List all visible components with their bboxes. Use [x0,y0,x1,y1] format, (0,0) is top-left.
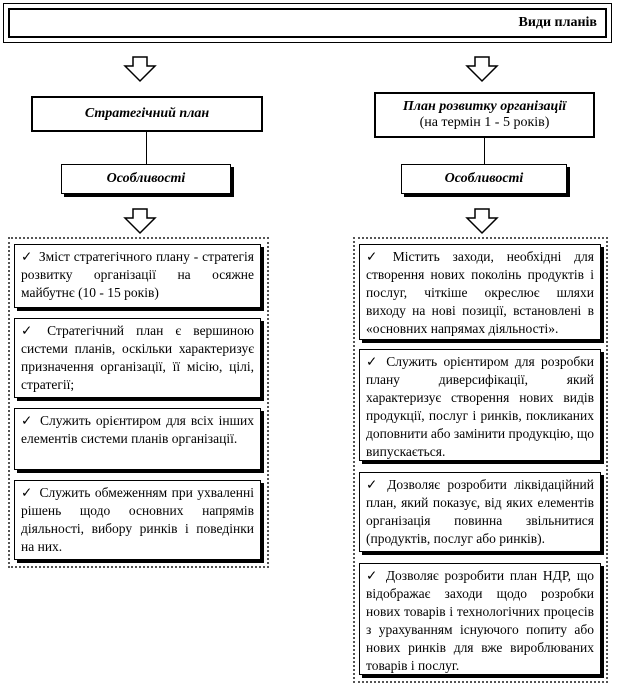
check-icon: ✓ [366,568,378,583]
left-feature-text: Зміст стратегічного плану - стратегія розвитку організації на осяжне майбутнє (10 - 15 років) [21,249,254,300]
right-feature-text: Служить орієнтиром для розробки плану диверсифікації, який характеризує створення нових видів продукції, послуг і ринків, покликаних доповнити або замінити продукцію, що випускається. [366,354,595,459]
check-icon: ✓ [366,249,378,264]
left-feature-item [14,480,261,560]
connector-line [484,138,485,164]
down-arrow-icon [124,56,156,82]
right-feature-text: Дозволяє розробити ліквідаційний план, який показує, від яких елементів організація повинна звільнитися (продуктів, послуг або ринків). [366,477,594,546]
right-feature-item [359,563,601,675]
left-feature-text: Служить обмеженням при ухваленні рішень щодо основних напрямів діяльності, вибору ринків і поведінки на них. [21,485,254,554]
down-arrow-icon [466,208,498,234]
right-feature-text: Дозволяє розробити план НДР, що відображає заходи щодо розробки нових товарів і технологічних процесів з урахуванням існуючого попиту або нових ринків для вже вироблюваних товарів і послуг. [366,568,595,673]
left-feature-text: Служить орієнтиром для всіх інших елементів системи планів організації. [21,413,254,446]
check-icon: ✓ [21,323,33,338]
down-arrow-icon [124,208,156,234]
check-icon: ✓ [21,413,33,428]
development-plan-subtitle: (на термін 1 - 5 років) [419,115,550,130]
header-title: Види планів [8,8,607,38]
check-icon: ✓ [21,485,33,500]
left-feature-item [14,244,261,308]
check-icon: ✓ [366,354,378,369]
right-features-label: Особливості [444,171,524,186]
right-feature-item [359,472,601,552]
strategic-plan-title: Стратегічний план [84,106,210,121]
check-icon: ✓ [366,477,378,492]
connector-line [146,132,147,164]
right-feature-item [359,244,601,340]
left-feature-item [14,318,261,398]
header-frame [3,3,612,43]
left-feature-item [14,408,261,470]
development-plan-title: План розвитку організації [402,99,567,114]
right-features-label-box [401,164,567,194]
left-features-label: Особливості [106,171,186,186]
left-feature-text: Стратегічний план є вершиною системи планів, оскільки характеризує призначення організації, її місію, цілі, стратегії; [21,323,254,392]
left-features-label-box [61,164,231,194]
right-feature-item [359,349,601,461]
right-feature-text: Містить заходи, необхідні для створення нових поколінь продуктів і послуг, чіткіше окреслює шляхи виходу на нові позиції, встановлені в «основних напрямах діяльності». [366,249,594,336]
strategic-plan-box [31,96,263,132]
development-plan-box [374,92,595,138]
check-icon: ✓ [21,249,33,264]
down-arrow-icon [466,56,498,82]
